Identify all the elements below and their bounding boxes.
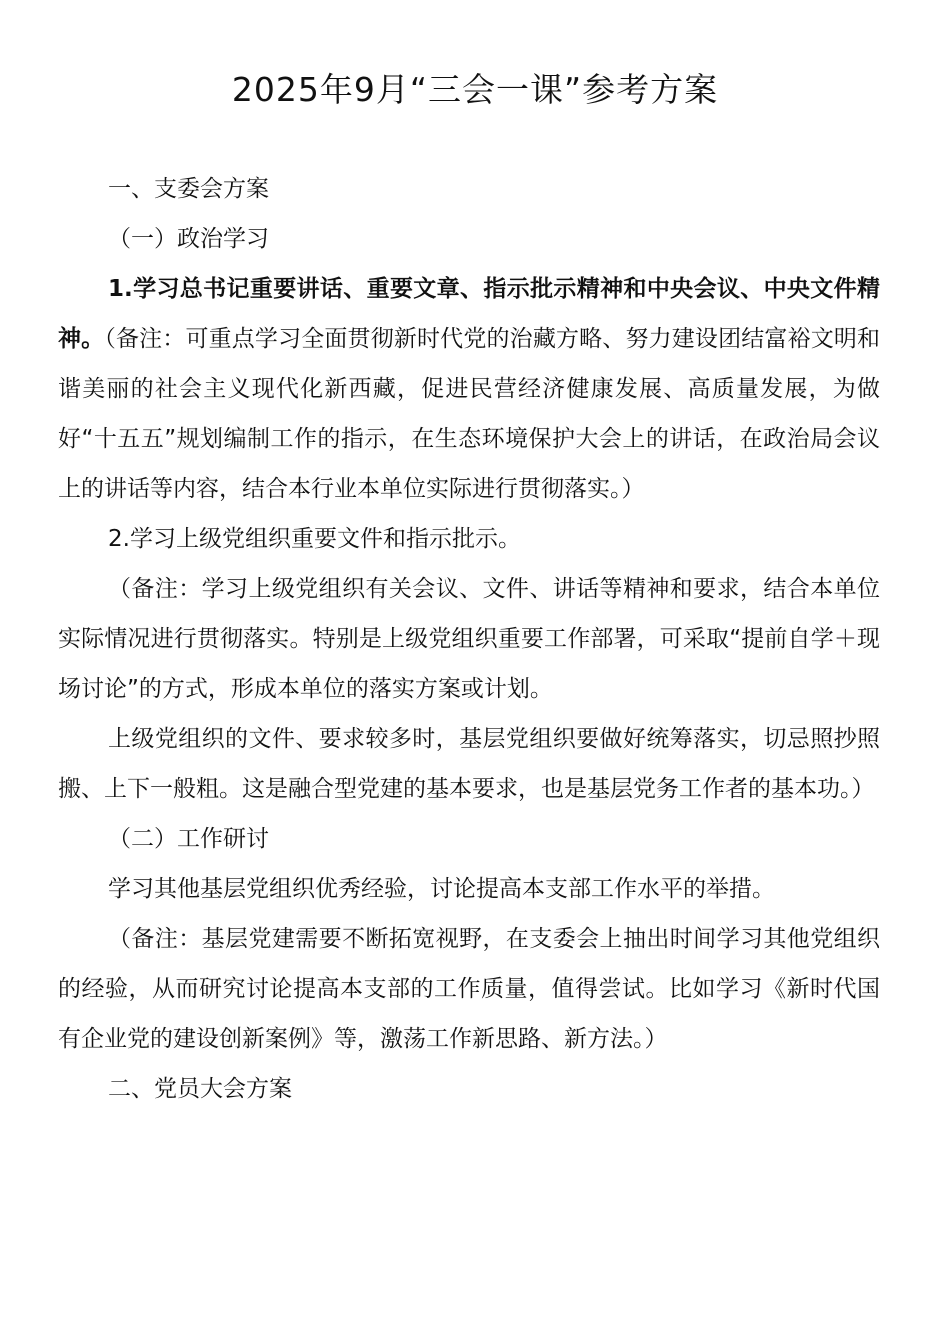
subsection-2-note: （备注：基层党建需要不断拓宽视野，在支委会上抽出时间学习其他党组织的经验，从而研究讨论提高本支部的工作质量，值得尝试。比如学习《新时代国有企业党的建设创新案例》等，激荡工作新思路、新方法。） [58,926,880,1052]
item-2-paragraph: 2.学习上级党组织重要文件和指示批示。 [108,526,521,552]
document-body [58,164,880,1114]
section-heading-1: 一、支委会方案 [108,176,269,202]
item-1-bold-text: 1.学习总书记重要讲话、重要文章、指示批示精神和中央会议、中央文件精神。 [58,276,880,352]
item-1-paragraph [58,264,880,514]
item-2-note: （备注：学习上级党组织有关会议、文件、讲话等精神和要求，结合本单位实际情况进行贯彻落实。特别是上级党组织重要工作部署，可采取“提前自学＋现场讨论”的方式，形成本单位的落实方案或计划。 [58,576,880,702]
item-1-note: （备注：可重点学习全面贯彻新时代党的治藏方略、努力建设团结富裕文明和谐美丽的社会主义现代化新西藏，促进民营经济健康发展、高质量发展，为做好“十五五”规划编制工作的指示，在生态环境保护大会上的讲话，在政治局会议上的讲话等内容，结合本行业本单位实际进行贯彻落实。） [58,326,881,502]
subsection-heading-2: （二）工作研讨 [108,826,269,852]
subsection-2-text: 学习其他基层党组织优秀经验，讨论提高本支部工作水平的举措。 [108,876,775,902]
subsection-heading-1: （一）政治学习 [108,226,269,252]
document-title: 2025年9月“三会一课”参考方案 [231,70,719,109]
item-2-note-continued: 上级党组织的文件、要求较多时，基层党组织要做好统筹落实，切忌照抄照搬、上下一般粗。这是融合型党建的基本要求，也是基层党务工作者的基本功。） [58,726,880,802]
section-heading-2: 二、党员大会方案 [108,1076,292,1102]
